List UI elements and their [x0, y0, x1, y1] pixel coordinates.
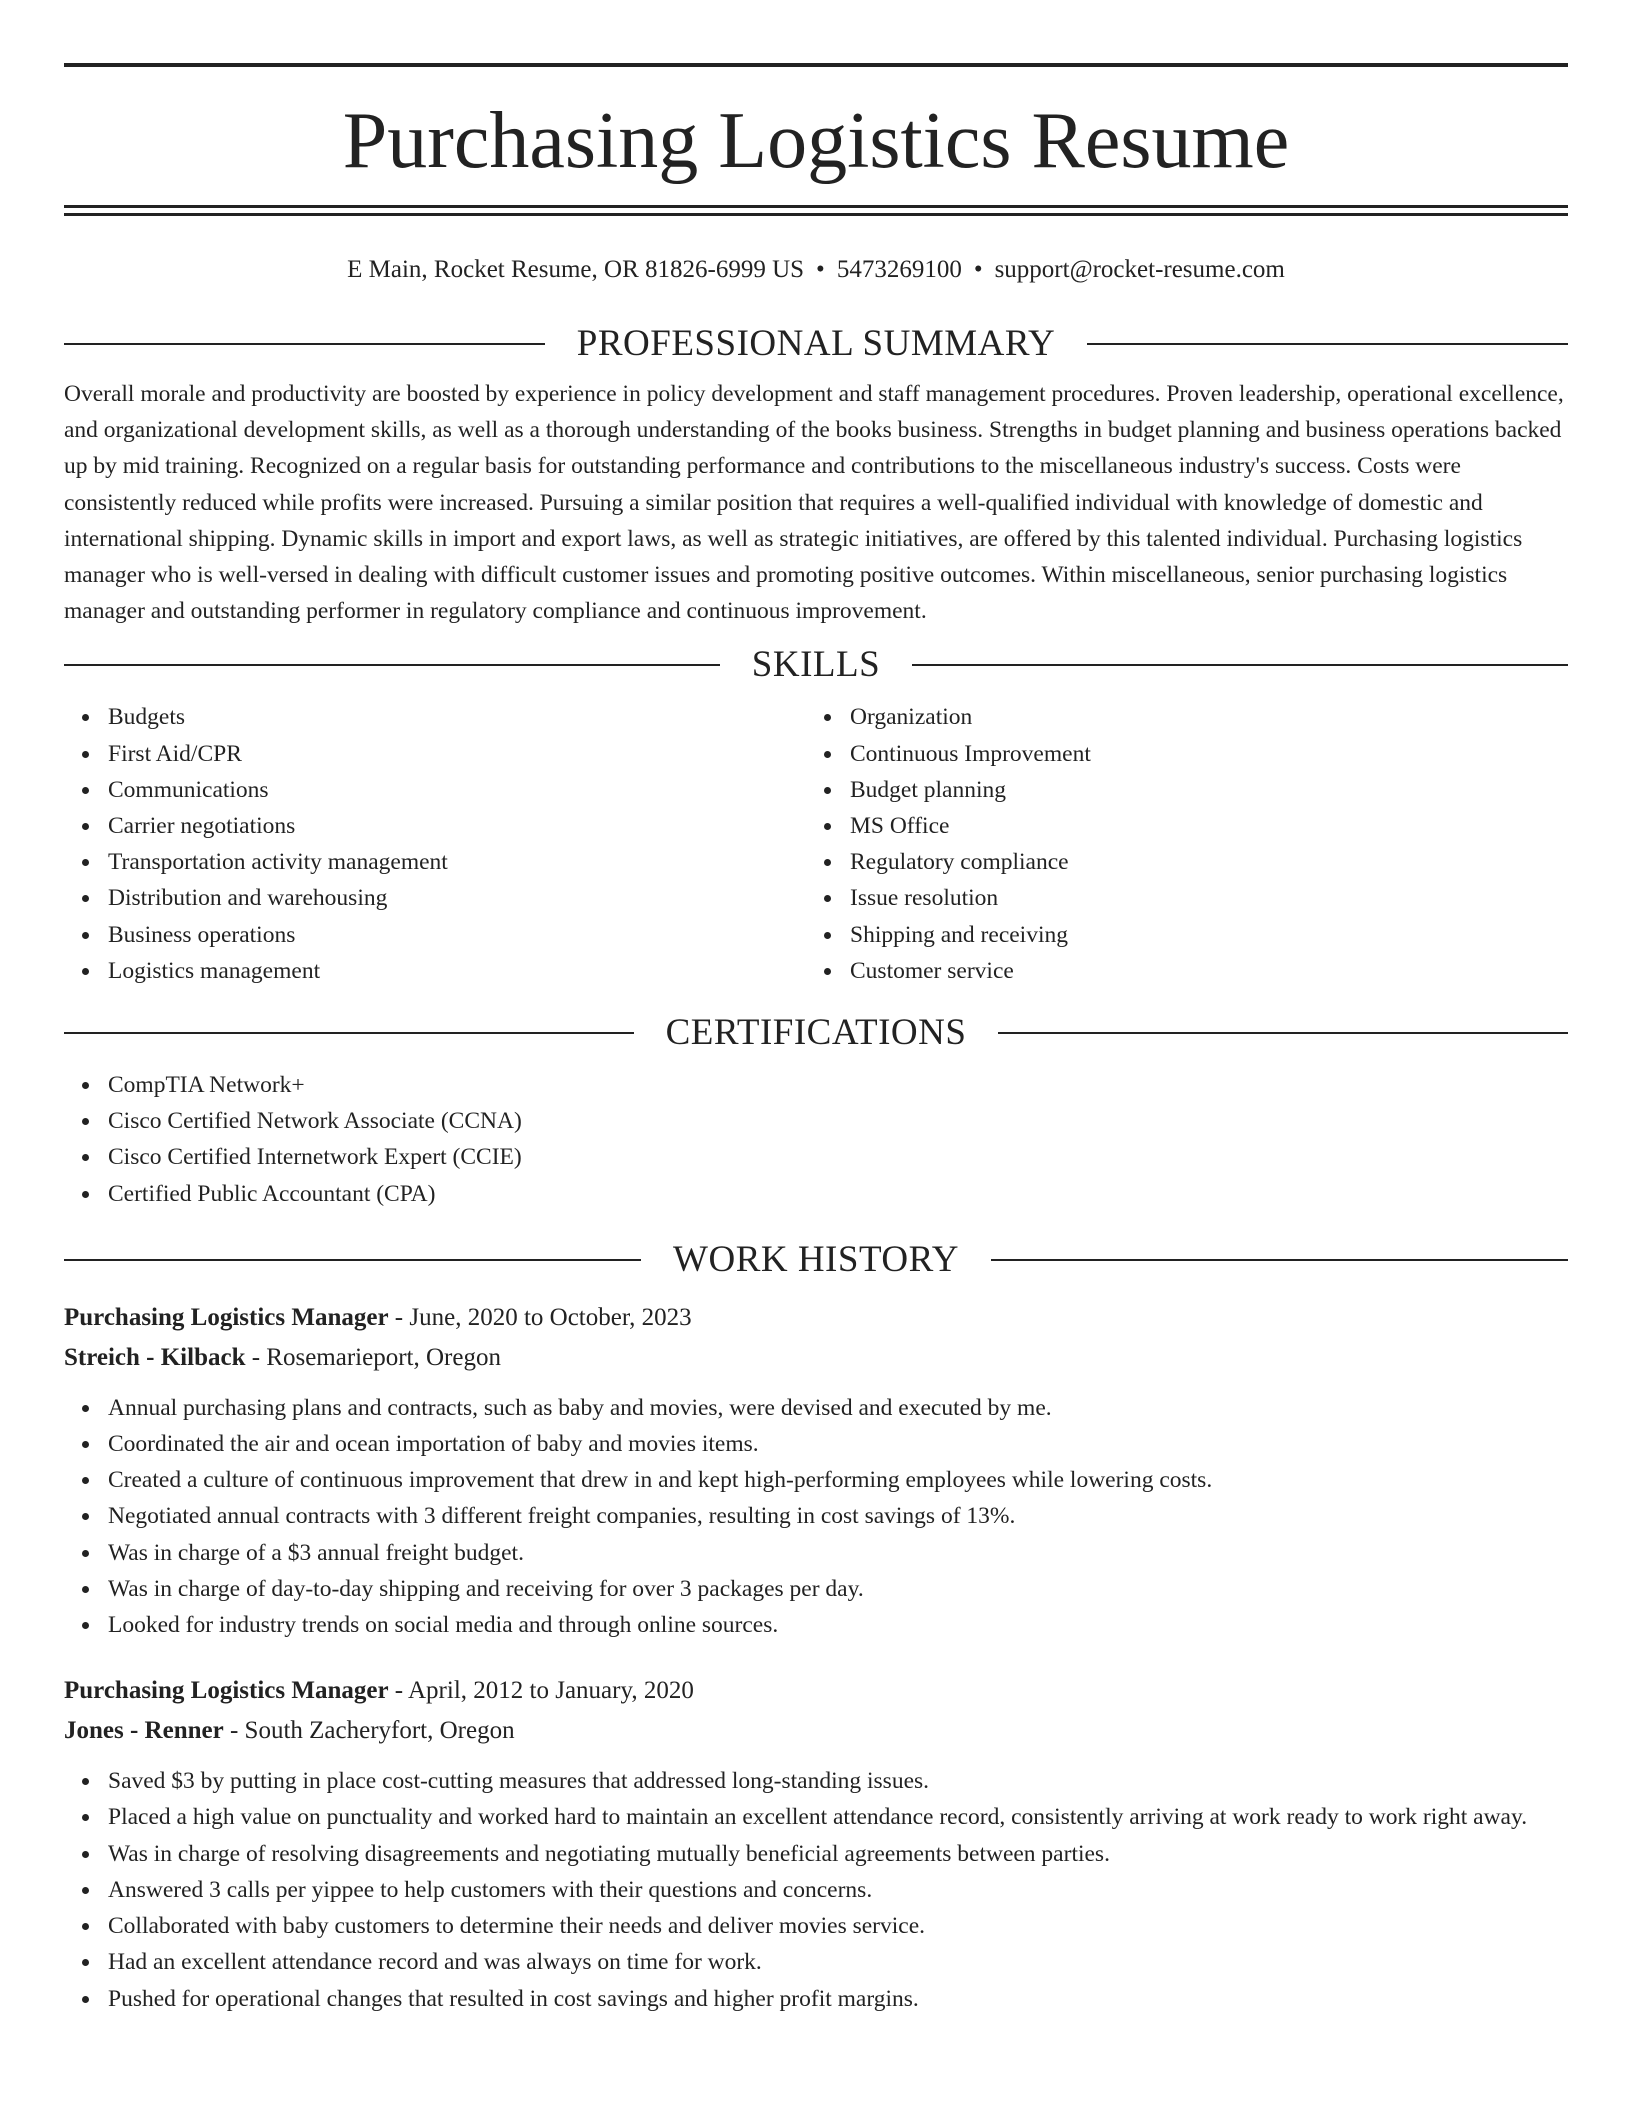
- skill-item: First Aid/CPR: [108, 736, 806, 772]
- job-bullet: Collaborated with baby customers to determine their needs and deliver movies service.: [108, 1908, 1568, 1944]
- job-company: Streich - Kilback: [64, 1343, 246, 1371]
- job-bullet: Coordinated the air and ocean importation of baby and movies items.: [108, 1426, 1568, 1462]
- certification-item: Cisco Certified Network Associate (CCNA): [108, 1103, 1568, 1139]
- certification-item: CompTIA Network+: [108, 1067, 1568, 1103]
- work-history-heading-label: WORK HISTORY: [673, 1238, 959, 1280]
- job-title-line: [64, 1298, 1568, 1338]
- skills-column-left: [64, 699, 806, 989]
- contact-separator: •: [816, 256, 825, 283]
- job-location: - Rosemarieport, Oregon: [251, 1343, 501, 1371]
- job-bullet: Was in charge of resolving disagreements and negotiating mutually beneficial agreements between parties.: [108, 1836, 1568, 1872]
- heading-rule: [64, 1259, 641, 1261]
- heading-rule: [912, 664, 1568, 666]
- skill-item: Organization: [850, 699, 1548, 735]
- certification-item: Cisco Certified Internetwork Expert (CCIE): [108, 1139, 1568, 1175]
- certification-item: Certified Public Accountant (CPA): [108, 1176, 1568, 1212]
- skill-item: Carrier negotiations: [108, 808, 806, 844]
- contact-address: E Main, Rocket Resume, OR 81826-6999 US: [347, 256, 805, 283]
- job-bullet: Annual purchasing plans and contracts, such as baby and movies, were devised and executed by me.: [108, 1390, 1568, 1426]
- contact-separator: •: [973, 256, 983, 283]
- work-history-heading: [64, 1238, 1568, 1282]
- job-location: - South Zacheryfort, Oregon: [229, 1717, 515, 1745]
- certifications-heading: [64, 1011, 1568, 1055]
- title-double-rule: [64, 205, 1568, 216]
- job-bullet: Saved $3 by putting in place cost-cutting measures that addressed long-standing issues.: [108, 1763, 1568, 1799]
- heading-rule: [1087, 343, 1568, 345]
- skill-item: Logistics management: [108, 953, 806, 989]
- job-title-line: [64, 1671, 1568, 1711]
- summary-text: Overall morale and productivity are boosted by experience in policy development and staff management procedures. Proven leadership, operational excellence, and organizational development skills, as well as a thorough understanding of the books business. Strengths in budget planning and business operations backed up by mid training. Recognized on a regular basis for outstanding performance and contributions to the miscellaneous industry's success. Costs were consistently reduced while profits were increased. Pursuing a similar position that requires a well-qualified individual with knowledge of domestic and international shipping. Dynamic skills in import and export laws, as well as strategic initiatives, are offered by this talented individual. Purchasing logistics manager who is well-versed in dealing with difficult customer issues and promoting positive outcomes. Within miscellaneous, senior purchasing logistics manager and outstanding performer in regulatory compliance and continuous improvement.: [64, 381, 1564, 625]
- heading-rule: [64, 1032, 634, 1034]
- job-dates: - June, 2020 to October, 2023: [394, 1303, 692, 1331]
- job-title: Purchasing Logistics Manager: [64, 1303, 389, 1331]
- skill-item: Budgets: [108, 699, 806, 735]
- skills-column-right: [806, 699, 1548, 989]
- skill-item: Regulatory compliance: [850, 844, 1548, 880]
- job-bullet: Pushed for operational changes that resulted in cost savings and higher profit margins.: [108, 1981, 1568, 2017]
- job-company-line: [64, 1711, 1568, 1751]
- skill-item: Continuous Improvement: [850, 736, 1548, 772]
- job-bullet: Looked for industry trends on social media and through online sources.: [108, 1607, 1568, 1643]
- heading-rule: [64, 664, 720, 666]
- top-rule: [64, 63, 1568, 67]
- job-company: Jones - Renner: [64, 1717, 224, 1745]
- skill-item: Communications: [108, 772, 806, 808]
- skill-item: Shipping and receiving: [850, 917, 1548, 953]
- job-bullet: Placed a high value on punctuality and worked hard to maintain an excellent attendance record, consistently arriving at work ready to work right away.: [108, 1799, 1568, 1835]
- contact-phone: 5473269100: [836, 256, 962, 283]
- job-bullets: [64, 1763, 1568, 2016]
- skill-item: Budget planning: [850, 772, 1548, 808]
- job-bullet: Was in charge of day-to-day shipping and receiving for over 3 packages per day.: [108, 1571, 1568, 1607]
- skills-heading: [64, 643, 1568, 687]
- skill-item: Transportation activity management: [108, 844, 806, 880]
- job-bullet: Was in charge of a $3 annual freight budget.: [108, 1535, 1568, 1571]
- certifications-heading-label: CERTIFICATIONS: [665, 1012, 967, 1054]
- job-entry: [64, 1298, 1568, 1643]
- job-title: Purchasing Logistics Manager: [64, 1677, 389, 1705]
- job-bullet: Created a culture of continuous improvement that drew in and kept high-performing employees while lowering costs.: [108, 1462, 1568, 1498]
- skill-item: Issue resolution: [850, 880, 1548, 916]
- job-bullet: Answered 3 calls per yippee to help customers with their questions and concerns.: [108, 1872, 1568, 1908]
- contact-email: support@rocket-resume.com: [994, 256, 1285, 283]
- skills-list-right: [806, 699, 1548, 989]
- job-bullet: Negotiated annual contracts with 3 different freight companies, resulting in cost savings of 13%.: [108, 1498, 1568, 1534]
- heading-rule: [998, 1032, 1568, 1034]
- resume-title: Purchasing Logistics Resume: [342, 97, 1290, 185]
- summary-heading: [64, 322, 1568, 366]
- skill-item: MS Office: [850, 808, 1548, 844]
- heading-rule: [64, 343, 545, 345]
- contact-line: [64, 250, 1568, 290]
- job-bullets: [64, 1390, 1568, 1643]
- job-dates: - April, 2012 to January, 2020: [394, 1677, 694, 1705]
- job-bullet: Had an excellent attendance record and was always on time for work.: [108, 1944, 1568, 1980]
- certifications-list: [64, 1067, 1568, 1212]
- skill-item: Customer service: [850, 953, 1548, 989]
- resume-page: [64, 0, 1568, 2017]
- skill-item: Business operations: [108, 917, 806, 953]
- skills-grid: [64, 699, 1568, 989]
- job-entry: [64, 1671, 1568, 2016]
- skills-heading-label: SKILLS: [751, 644, 881, 686]
- job-company-line: [64, 1338, 1568, 1378]
- skill-item: Distribution and warehousing: [108, 880, 806, 916]
- skills-list-left: [64, 699, 806, 989]
- heading-rule: [991, 1259, 1568, 1261]
- summary-heading-label: PROFESSIONAL SUMMARY: [576, 323, 1056, 364]
